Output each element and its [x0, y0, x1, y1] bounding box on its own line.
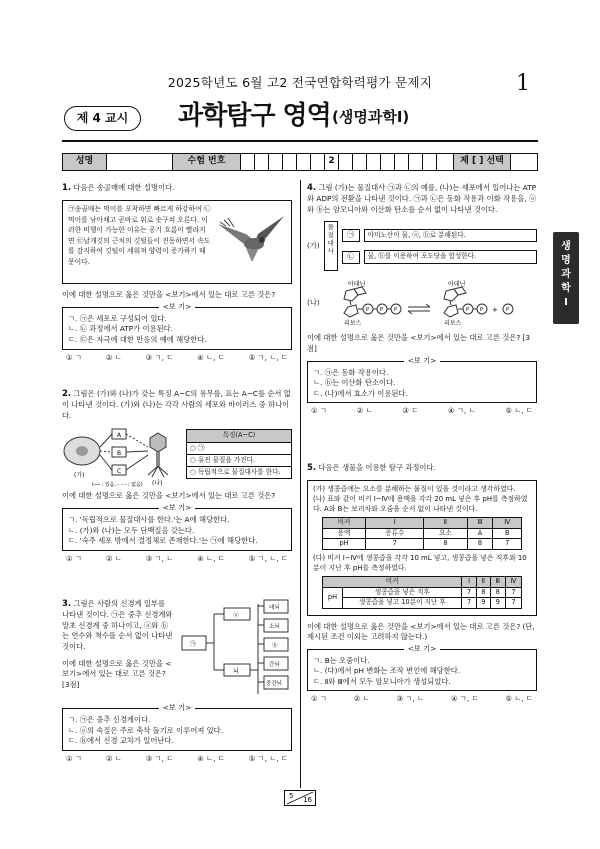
right-column: [307, 182, 537, 705]
question-prompt: 이에 대한 설명으로 옳은 것만을 <보기>에서 있는 대로 고른 것은?: [62, 491, 276, 501]
bogi-item: ㄷ. ⓑ에서 신경 교차가 일어난다.: [68, 736, 174, 746]
label-root: ㉠: [190, 641, 197, 648]
left-column: [62, 182, 292, 764]
exam-no-cell[interactable]: [423, 154, 437, 170]
answer-options: [62, 551, 292, 565]
choice-label: 제 [ ] 선택: [453, 154, 511, 170]
header-rule: [62, 140, 538, 142]
question-stem: 다음은 생물을 이용한 탐구 과정이다.: [318, 463, 436, 472]
table-cell: pH: [322, 587, 343, 608]
label-brain: 뇌: [233, 668, 239, 675]
bogi-title: <보 기>: [159, 503, 196, 512]
subject-title: 과학탐구 영역: [178, 101, 331, 131]
table-cell: 8: [424, 539, 468, 550]
page-num: 5: [289, 792, 294, 800]
session-badge: 제 4 교시: [64, 106, 141, 131]
table-cell: 증류수: [366, 528, 424, 539]
ribose-label: 리보스: [443, 320, 462, 328]
row2-symbol: ㉡: [342, 251, 360, 264]
bogi-item: ㄴ. ⓐ의 속질은 주로 축삭 돌기로 이루어져 있다.: [68, 725, 224, 735]
table-cell: 7: [505, 587, 522, 598]
box-b: ⓑ: [272, 643, 278, 649]
option-3[interactable]: ③ ㄱ, ㄴ: [396, 694, 425, 704]
phosphate-icon: P: [465, 307, 469, 314]
answer-options: [62, 350, 292, 364]
table-header: Ⅲ: [467, 518, 493, 529]
label-a: A: [117, 432, 122, 440]
table-header: 비커: [322, 576, 462, 587]
table-cell: ○ 독립적으로 물질대사를 한다.: [187, 467, 292, 479]
table-header: Ⅰ: [366, 518, 424, 529]
ph-table-2: [322, 576, 523, 609]
bogi-item: ㄷ. '숙주 세포 밖에서 결정체로 존재한다.'는 ㉠에 해당한다.: [68, 536, 258, 546]
exam-no-cell[interactable]: [353, 154, 367, 170]
nervous-system-diagram: [180, 598, 292, 702]
metabolism-label: 물질대사: [324, 221, 338, 271]
exam-no-cell[interactable]: [409, 154, 423, 170]
table-cell: ○ ㉠: [187, 442, 292, 454]
option-3[interactable]: ③ ㄷ: [402, 406, 419, 416]
option-2[interactable]: ② ㄴ: [105, 352, 122, 362]
table-cell: 요소: [424, 528, 468, 539]
page-counter: [284, 790, 316, 806]
option-3[interactable]: ③ ㄱ, ㄷ: [145, 753, 174, 763]
box-diencephalon: 간뇌: [269, 662, 280, 668]
name-label: 성명: [63, 154, 107, 170]
column-divider: [300, 180, 301, 788]
option-5[interactable]: ⑤ ㄱ, ㄴ, ㄷ: [248, 553, 288, 563]
option-1[interactable]: ① ㄱ: [66, 352, 82, 362]
plus-sign: +: [491, 306, 498, 315]
phosphate-icon: P: [365, 307, 369, 314]
option-4[interactable]: ④ ㄴ, ㄷ: [197, 553, 225, 563]
table-cell: 7: [505, 598, 522, 609]
table-cell: 8: [490, 587, 505, 598]
bogi-item: ㄱ. ㉠은 동화 작용이다.: [313, 367, 389, 377]
question-5: [307, 462, 537, 705]
question-1: [62, 182, 292, 372]
bogi-item: ㄷ. Ⅱ와 Ⅲ에서 모두 암모니아가 생성되었다.: [313, 676, 451, 686]
table-cell: 7: [493, 539, 522, 550]
phosphate-icon: P: [379, 307, 383, 314]
question-number: 4.: [307, 183, 317, 193]
bogi-title: <보 기>: [159, 703, 196, 712]
option-1[interactable]: ① ㄱ: [66, 553, 82, 563]
option-4[interactable]: ④ ㄴ, ㄷ: [197, 352, 225, 362]
label-na: (나): [152, 480, 163, 488]
page-total: 16: [303, 795, 312, 804]
bogi-item: ㄴ. ㉡ 과정에서 ATP가 이용된다.: [68, 324, 173, 334]
exam-no-cell[interactable]: [269, 154, 283, 170]
option-4[interactable]: ④ ㄱ, ㄷ: [450, 694, 479, 704]
legend: (── : 있음, - - - : 없음): [92, 482, 143, 489]
option-2[interactable]: ② ㄴ: [105, 553, 122, 563]
table-header: 비커: [322, 518, 366, 529]
exam-no-cell[interactable]: [297, 154, 311, 170]
bogi-box: [62, 503, 292, 551]
question-number: 2.: [62, 389, 72, 399]
box-cerebellum: 소뇌: [269, 624, 280, 630]
bogi-box: [62, 703, 292, 751]
table-header: Ⅳ: [505, 576, 522, 587]
table-header: Ⅱ: [424, 518, 468, 529]
atp-figure: [307, 279, 537, 327]
table-cell: 7: [462, 598, 476, 609]
option-3[interactable]: ③ ㄱ, ㄴ: [145, 553, 174, 563]
exam-no-digit: 2: [325, 154, 339, 170]
answer-options: [307, 403, 537, 417]
phosphate-icon: P: [479, 307, 483, 314]
name-field[interactable]: [107, 154, 173, 170]
table-cell: A: [467, 528, 493, 539]
table-cell: 7: [462, 587, 476, 598]
option-2[interactable]: ② ㄴ: [105, 753, 122, 763]
adenine-label: 아데닌: [347, 281, 366, 289]
label-a: ⓐ: [233, 612, 240, 619]
question-stem: 다음은 송골매에 대한 설명이다.: [73, 183, 175, 192]
bogi-title: <보 기>: [404, 644, 441, 653]
q2-figure: [62, 425, 292, 489]
box-cerebrum: 대뇌: [269, 605, 280, 611]
adenine-label: 아데닌: [447, 281, 466, 289]
label-ga: (가): [307, 241, 320, 251]
procedure-step: (가) 생콩즙에는 요소를 분해하는 물질이 있을 것이라고 생각하였다.: [313, 485, 516, 494]
option-3[interactable]: ③ ㄱ, ㄷ: [145, 352, 174, 362]
option-1[interactable]: ① ㄱ: [66, 753, 82, 763]
table-cell: 8: [467, 539, 493, 550]
subject-side-tab: 생명과학Ⅰ: [553, 232, 579, 324]
table-cell: pH: [322, 539, 366, 550]
table-cell: 9: [476, 598, 490, 609]
passage-text: ㉠송골매는 먹이를 포착하면 빠르게 하강하여 ㉡먹이를 낚아채고 곧바로 위로 솟구쳐 오른다. 이러한 비행이 가능한 이유는 공기 흐름이 빨라지면 ㉢날개깃의 근처의 깃털들이 진동하면서 속도를 감지하여 깃털이 세워져 양력이 증가하기 때문이다.: [68, 205, 211, 266]
table-cell: 7: [366, 539, 424, 550]
spacer: [437, 154, 453, 170]
question-stem: 그림은 사람의 신경계 일부를 나타낸 것이다. ㉠은 중추 신경계와 말초 신경계 중 하나이고, ⓐ와 ⓑ는 연수와 척수를 순서 없이 나타낸 것이다.: [62, 599, 173, 652]
table-header: Ⅳ: [493, 518, 522, 529]
option-5[interactable]: ⑤ ㄱ, ㄴ, ㄷ: [248, 753, 288, 763]
exam-no-cell[interactable]: [367, 154, 381, 170]
label-c: C: [117, 468, 122, 476]
row2-text: 물, ⓑ를 이용하여 포도당을 합성한다.: [364, 250, 537, 264]
label-na: (나): [307, 298, 320, 308]
ph-table-1: [322, 517, 523, 550]
procedure-step: (다) 비커 Ⅰ~Ⅳ에 생콩즙을 각각 10 mL 넣고, 생콩즙을 넣은 직후와 10분이 지난 후 pH를 측정하였다.: [313, 553, 527, 572]
bogi-item: ㄴ. (가)와 (나)는 모두 단백질을 갖는다.: [68, 525, 195, 535]
bogi-box: [307, 355, 537, 404]
phosphate-icon: P: [505, 307, 509, 314]
table-cell: 생콩즙을 넣고 10분이 지난 후: [343, 598, 462, 609]
exam-no-cell[interactable]: [311, 154, 325, 170]
option-4[interactable]: ④ ㄴ, ㄷ: [197, 753, 225, 763]
falcon-image: [216, 204, 286, 274]
exam-no-cell[interactable]: [255, 154, 269, 170]
table-cell: 생콩즙을 넣은 직후: [343, 587, 462, 598]
row1-symbol: ㉠: [342, 229, 360, 242]
cell-virus-diagram: [62, 425, 180, 489]
procedure-step: (나) 표와 같이 비커 Ⅰ~Ⅳ에 용액을 각각 20 mL 넣은 후 pH를 측정하였다. A와 B는 보리차와 오줌을 순서 없이 나타낸 것이다.: [313, 495, 528, 514]
question-number: 5.: [307, 463, 317, 473]
question-2: [62, 388, 292, 584]
question-stem: 그림은 (가)와 (나)가 갖는 특징 A~C의 유무를, 표는 A~C를 순서 없이 나타낸 것이다. (가)와 (나)는 각각 사람의 세포와 바이러스 중 하나이다.: [62, 389, 291, 420]
answer-options: [62, 751, 292, 765]
exam-no-cell[interactable]: [241, 154, 255, 170]
row1-text: 아미노산이 물, ⓐ, ⓑ로 분해된다.: [364, 229, 537, 243]
exam-no-cell[interactable]: [339, 154, 353, 170]
option-2[interactable]: ② ㄴ: [356, 406, 373, 416]
bogi-item: ㄴ. (다)에서 pH 변화는 조작 변인에 해당한다.: [313, 666, 461, 676]
exam-no-cell[interactable]: [381, 154, 395, 170]
option-4[interactable]: ④ ㄱ, ㄴ: [448, 406, 476, 416]
table-cell: B: [493, 528, 522, 539]
question-prompt: 이에 대한 설명으로 옳은 것만을 <보기>에서 있는 대로 고른 것은? (단, 제시된 조건 이외는 고려하지 않는다.): [307, 621, 535, 642]
passage-box: [62, 200, 292, 284]
option-1[interactable]: ① ㄱ: [311, 406, 327, 416]
option-5[interactable]: ⑤ ㄴ, ㄷ: [505, 406, 533, 416]
subject-subtitle: (생명과학Ⅰ): [332, 108, 410, 126]
bogi-item: ㄱ. '독립적으로 물질대사를 한다.'는 A에 해당한다.: [68, 515, 230, 525]
table-header: 특징(A~C): [187, 430, 292, 442]
bogi-item: ㄱ. B는 오줌이다.: [313, 655, 370, 665]
exam-title: 2025학년도 6월 고2 전국연합학력평가 문제지: [167, 75, 433, 90]
bogi-box: [62, 301, 292, 350]
table-cell: ○ 유전 물질을 가진다.: [187, 454, 292, 466]
feature-table: [186, 429, 292, 479]
question-number: 1.: [62, 183, 72, 193]
phosphate-icon: P: [393, 307, 397, 314]
question-number: 3.: [62, 599, 72, 609]
bogi-item: ㄴ. ⓑ는 이산화 탄소이다.: [313, 378, 396, 388]
option-5[interactable]: ⑤ ㄴ, ㄷ: [505, 694, 533, 704]
table-header: Ⅲ: [490, 576, 505, 587]
option-2[interactable]: ② ㄴ: [353, 694, 370, 704]
metabolism-figure: [307, 221, 537, 271]
bogi-item: ㄷ. (나)에서 효소가 이용된다.: [313, 388, 408, 398]
option-5[interactable]: ⑤ ㄱ, ㄴ, ㄷ: [248, 352, 288, 362]
procedure-box: [307, 480, 537, 615]
choice-field[interactable]: [511, 154, 537, 170]
page-number: 1: [516, 71, 530, 96]
table-header: Ⅱ: [476, 576, 490, 587]
ribose-label: 리보스: [343, 320, 362, 328]
question-prompt: 이에 대한 설명으로 옳은 것만을 <보기>에서 있는 대로 고른 것은? [3점]: [307, 333, 531, 354]
bogi-title: <보 기>: [159, 302, 196, 311]
bogi-box: [307, 643, 537, 692]
box-midbrain: 중간뇌: [266, 681, 282, 687]
question-3: [62, 598, 292, 764]
question-prompt: 이에 대한 설명으로 옳은 것만을 <보기>에서 있는 대로 고른 것은? [3점]: [62, 658, 172, 689]
exam-no-cell[interactable]: [283, 154, 297, 170]
option-1[interactable]: ① ㄱ: [311, 694, 327, 704]
bogi-item: ㄱ. ㉠은 세포로 구성되어 있다.: [68, 313, 167, 323]
bogi-title: <보 기>: [404, 356, 441, 365]
bogi-item: ㄱ. ㉠은 중추 신경계이다.: [68, 715, 151, 724]
table-cell: 용액: [322, 528, 366, 539]
question-4: [307, 182, 537, 450]
exam-no-cell[interactable]: [395, 154, 409, 170]
student-id-row: [62, 153, 538, 171]
table-header: Ⅰ: [462, 576, 476, 587]
question-prompt: 이에 대한 설명으로 옳은 것만을 <보기>에서 있는 대로 고른 것은?: [62, 290, 276, 300]
table-cell: 8: [476, 587, 490, 598]
bogi-item: ㄷ. ㉢은 자극에 대한 반응의 예에 해당한다.: [68, 335, 207, 345]
exam-no-label: 수험 번호: [173, 154, 241, 170]
question-stem: 그림 (가)는 물질대사 ㉠과 ㉡의 예를, (나)는 세포에서 일어나는 ATP와 ADP의 전환을 나타낸 것이다. ㉠과 ㉡은 동화 작용과 이화 작용을, ⓐ와 ⓑ는 암모니아와 이산화 탄소를 순서 없이 나타낸 것이다.: [307, 183, 537, 214]
table-cell: 9: [490, 598, 505, 609]
answer-options: [307, 691, 537, 705]
atp-adp-diagram: [326, 279, 526, 327]
label-b: B: [117, 450, 122, 458]
label-ga: (가): [74, 472, 85, 480]
